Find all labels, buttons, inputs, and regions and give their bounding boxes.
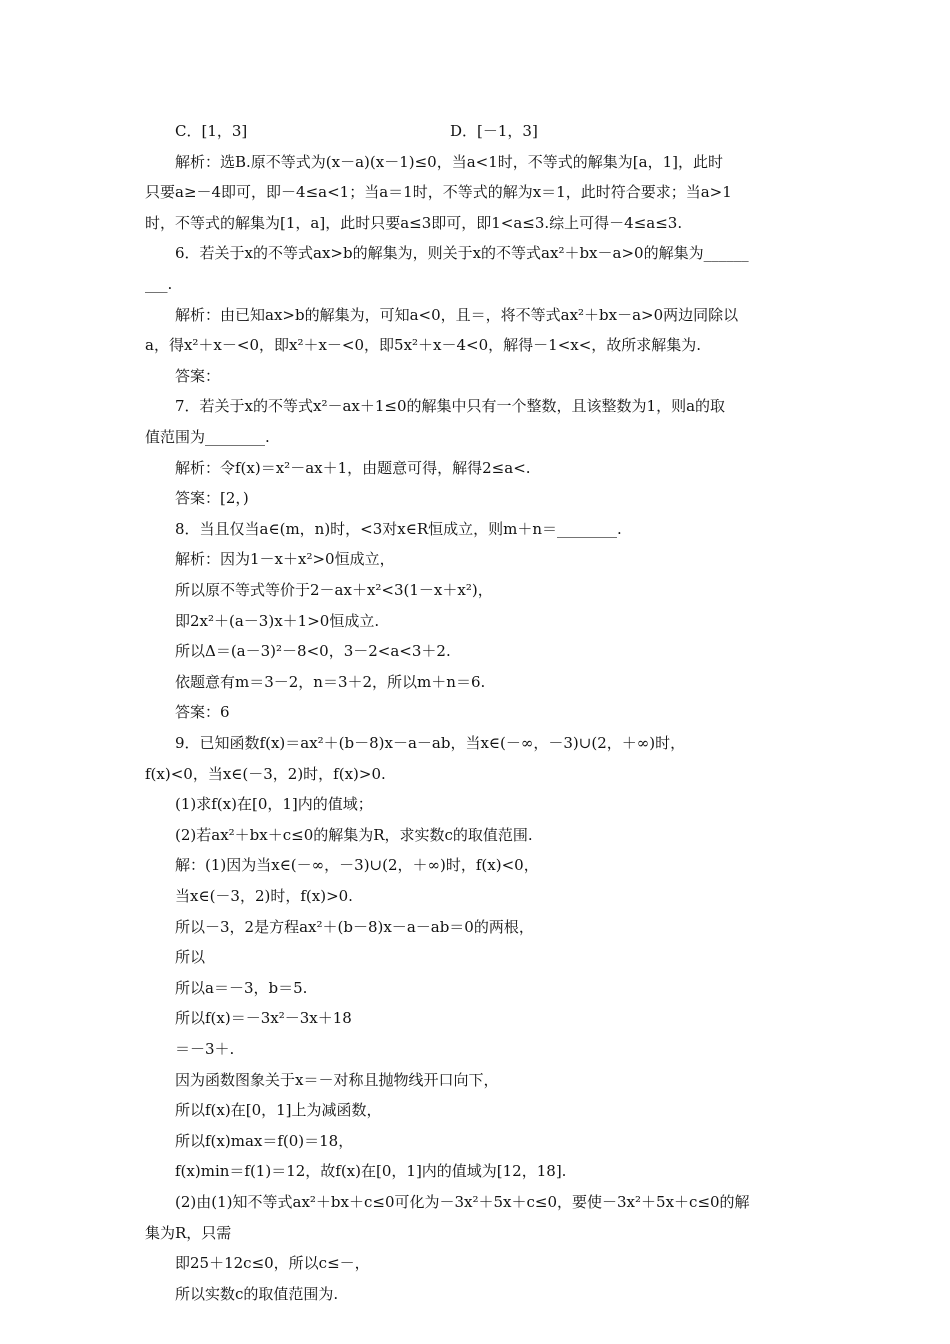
text-line	[0, 1034, 950, 1064]
line-text: 所以Δ＝(a－3)²－8<0，3－2<a<3＋2.	[175, 642, 451, 661]
line-text: (2)若ax²＋bx＋c≤0的解集为R，求实数c的取值范围.	[175, 825, 533, 844]
line-text: 当x∈(－3，2)时，f(x)>0.	[175, 887, 353, 905]
text-line	[0, 391, 950, 421]
text-line	[0, 759, 950, 789]
text-line	[0, 238, 950, 268]
line-text: 8．当且仅当a∈(m，n)时，<3对x∈R恒成立，则m＋n＝________.	[175, 519, 622, 538]
text-line	[0, 453, 950, 483]
line-text: 因为函数图象关于x＝－对称且抛物线开口向下，	[175, 1070, 499, 1089]
text-line	[0, 483, 950, 513]
line-text: 解析：由已知ax>b的解集为，可知a<0，且＝，将不等式ax²＋bx－a>0两边同除以	[175, 305, 739, 324]
line-text: 解析：因为1－x＋x²>0恒成立，	[175, 550, 395, 569]
line-text: 时，不等式的解集为[1，a]，此时只要a≤3即可，即1<a≤3.综上可得－4≤a≤3.	[145, 213, 683, 232]
text-line	[0, 208, 950, 238]
text-line	[0, 1126, 950, 1156]
line-text: 所以	[175, 948, 206, 967]
text-line	[0, 177, 950, 207]
text-line	[0, 330, 950, 360]
text-line	[0, 606, 950, 636]
line-text: 所以实数c的取值范围为.	[175, 1284, 339, 1303]
text-line	[0, 422, 950, 452]
text-line	[0, 942, 950, 972]
line-text: f(x)min＝f(1)＝12，故f(x)在[0，1]内的值域为[12，18].	[175, 1162, 567, 1181]
line-text: 集为R，只需	[145, 1223, 232, 1242]
line-text: 6．若关于x的不等式ax>b的解集为，则关于x的不等式ax²＋bx－a>0的解集为______	[175, 244, 749, 263]
line-text: 解：(1)因为当x∈(－∞，－3)∪(2，＋∞)时，f(x)<0，	[175, 856, 539, 875]
line-text: 7．若关于x的不等式x²－ax＋1≤0的解集中只有一个整数，且该整数为1，则a的取	[175, 397, 726, 416]
text-line	[0, 912, 950, 942]
text-line	[0, 820, 950, 850]
text-line	[0, 667, 950, 697]
line-text: 答案：[2，)	[175, 489, 249, 508]
line-text: 只要a≥－4即可，即－4≤a<1；当a＝1时，不等式的解为x＝1，此时符合要求；当a>1	[145, 183, 732, 202]
line-text: 9．已知函数f(x)＝ax²＋(b－8)x－a－ab，当x∈(－∞，－3)∪(2，＋∞)时，	[175, 734, 686, 752]
line-text: 即25＋12c≤0，所以c≤－，	[175, 1254, 370, 1273]
text-line	[0, 636, 950, 666]
text-line	[0, 973, 950, 1003]
text-line	[0, 116, 950, 146]
text-line	[0, 514, 950, 544]
line-text: (1)求f(x)在[0，1]内的值域；	[175, 795, 373, 814]
text-line	[0, 697, 950, 727]
text-line	[0, 881, 950, 911]
text-line	[0, 1156, 950, 1186]
text-line	[0, 361, 950, 391]
line-text: 所以f(x)max＝f(0)＝18，	[175, 1131, 354, 1150]
line-text: 值范围为________.	[145, 428, 270, 446]
line-text: 解析：令f(x)＝x²－ax＋1，由题意可得，解得2≤a<.	[175, 458, 531, 477]
line-text: 解析：选B.原不等式为(x－a)(x－1)≤0，当a<1时，不等式的解集为[a，1]，此时	[175, 152, 723, 171]
text-line	[0, 1279, 950, 1309]
text-line	[0, 1003, 950, 1033]
text-line	[0, 1248, 950, 1278]
text-line	[0, 728, 950, 758]
line-text: 所以f(x)＝－3x²－3x＋18	[175, 1009, 352, 1028]
line-text: 依题意有m＝3－2，n＝3＋2，所以m＋n＝6.	[175, 672, 486, 691]
text-line	[0, 147, 950, 177]
line-text: 所以－3，2是方程ax²＋(b－8)x－a－ab＝0的两根，	[175, 917, 534, 936]
line-text: 所以a＝－3，b＝5.	[175, 978, 308, 997]
line-text: ＝－3＋.	[175, 1040, 235, 1058]
text-line	[0, 1095, 950, 1125]
text-line	[0, 544, 950, 574]
line-text: 所以原不等式等价于2－ax＋x²<3(1－x＋x²)，	[175, 581, 493, 599]
text-line	[0, 575, 950, 605]
text-line	[0, 1218, 950, 1248]
text-line	[0, 269, 950, 299]
line-text: f(x)<0，当x∈(－3，2)时，f(x)>0.	[145, 764, 386, 783]
line-text: (2)由(1)知不等式ax²＋bx＋c≤0可化为－3x²＋5x＋c≤0，要使－3x²＋5x＋c≤0的解	[175, 1193, 750, 1211]
line-text: C．[1，3]	[175, 122, 248, 140]
line-text: 所以f(x)在[0，1]上为减函数，	[175, 1101, 382, 1120]
text-line	[0, 850, 950, 880]
text-line	[0, 1187, 950, 1217]
text-line	[0, 1065, 950, 1095]
line-text: a，得x²＋x－<0，即x²＋x－<0，即5x²＋x－4<0，解得－1<x<，故所求解集为.	[145, 336, 702, 355]
text-line	[0, 300, 950, 330]
line-text: 即2x²＋(a－3)x＋1>0恒成立.	[175, 611, 380, 630]
line-text: ___.	[145, 275, 173, 293]
line-text: 答案：	[175, 366, 221, 385]
line-text-option: D．[－1，3]	[450, 122, 538, 140]
text-line	[0, 789, 950, 819]
line-text: 答案：6	[175, 703, 230, 722]
